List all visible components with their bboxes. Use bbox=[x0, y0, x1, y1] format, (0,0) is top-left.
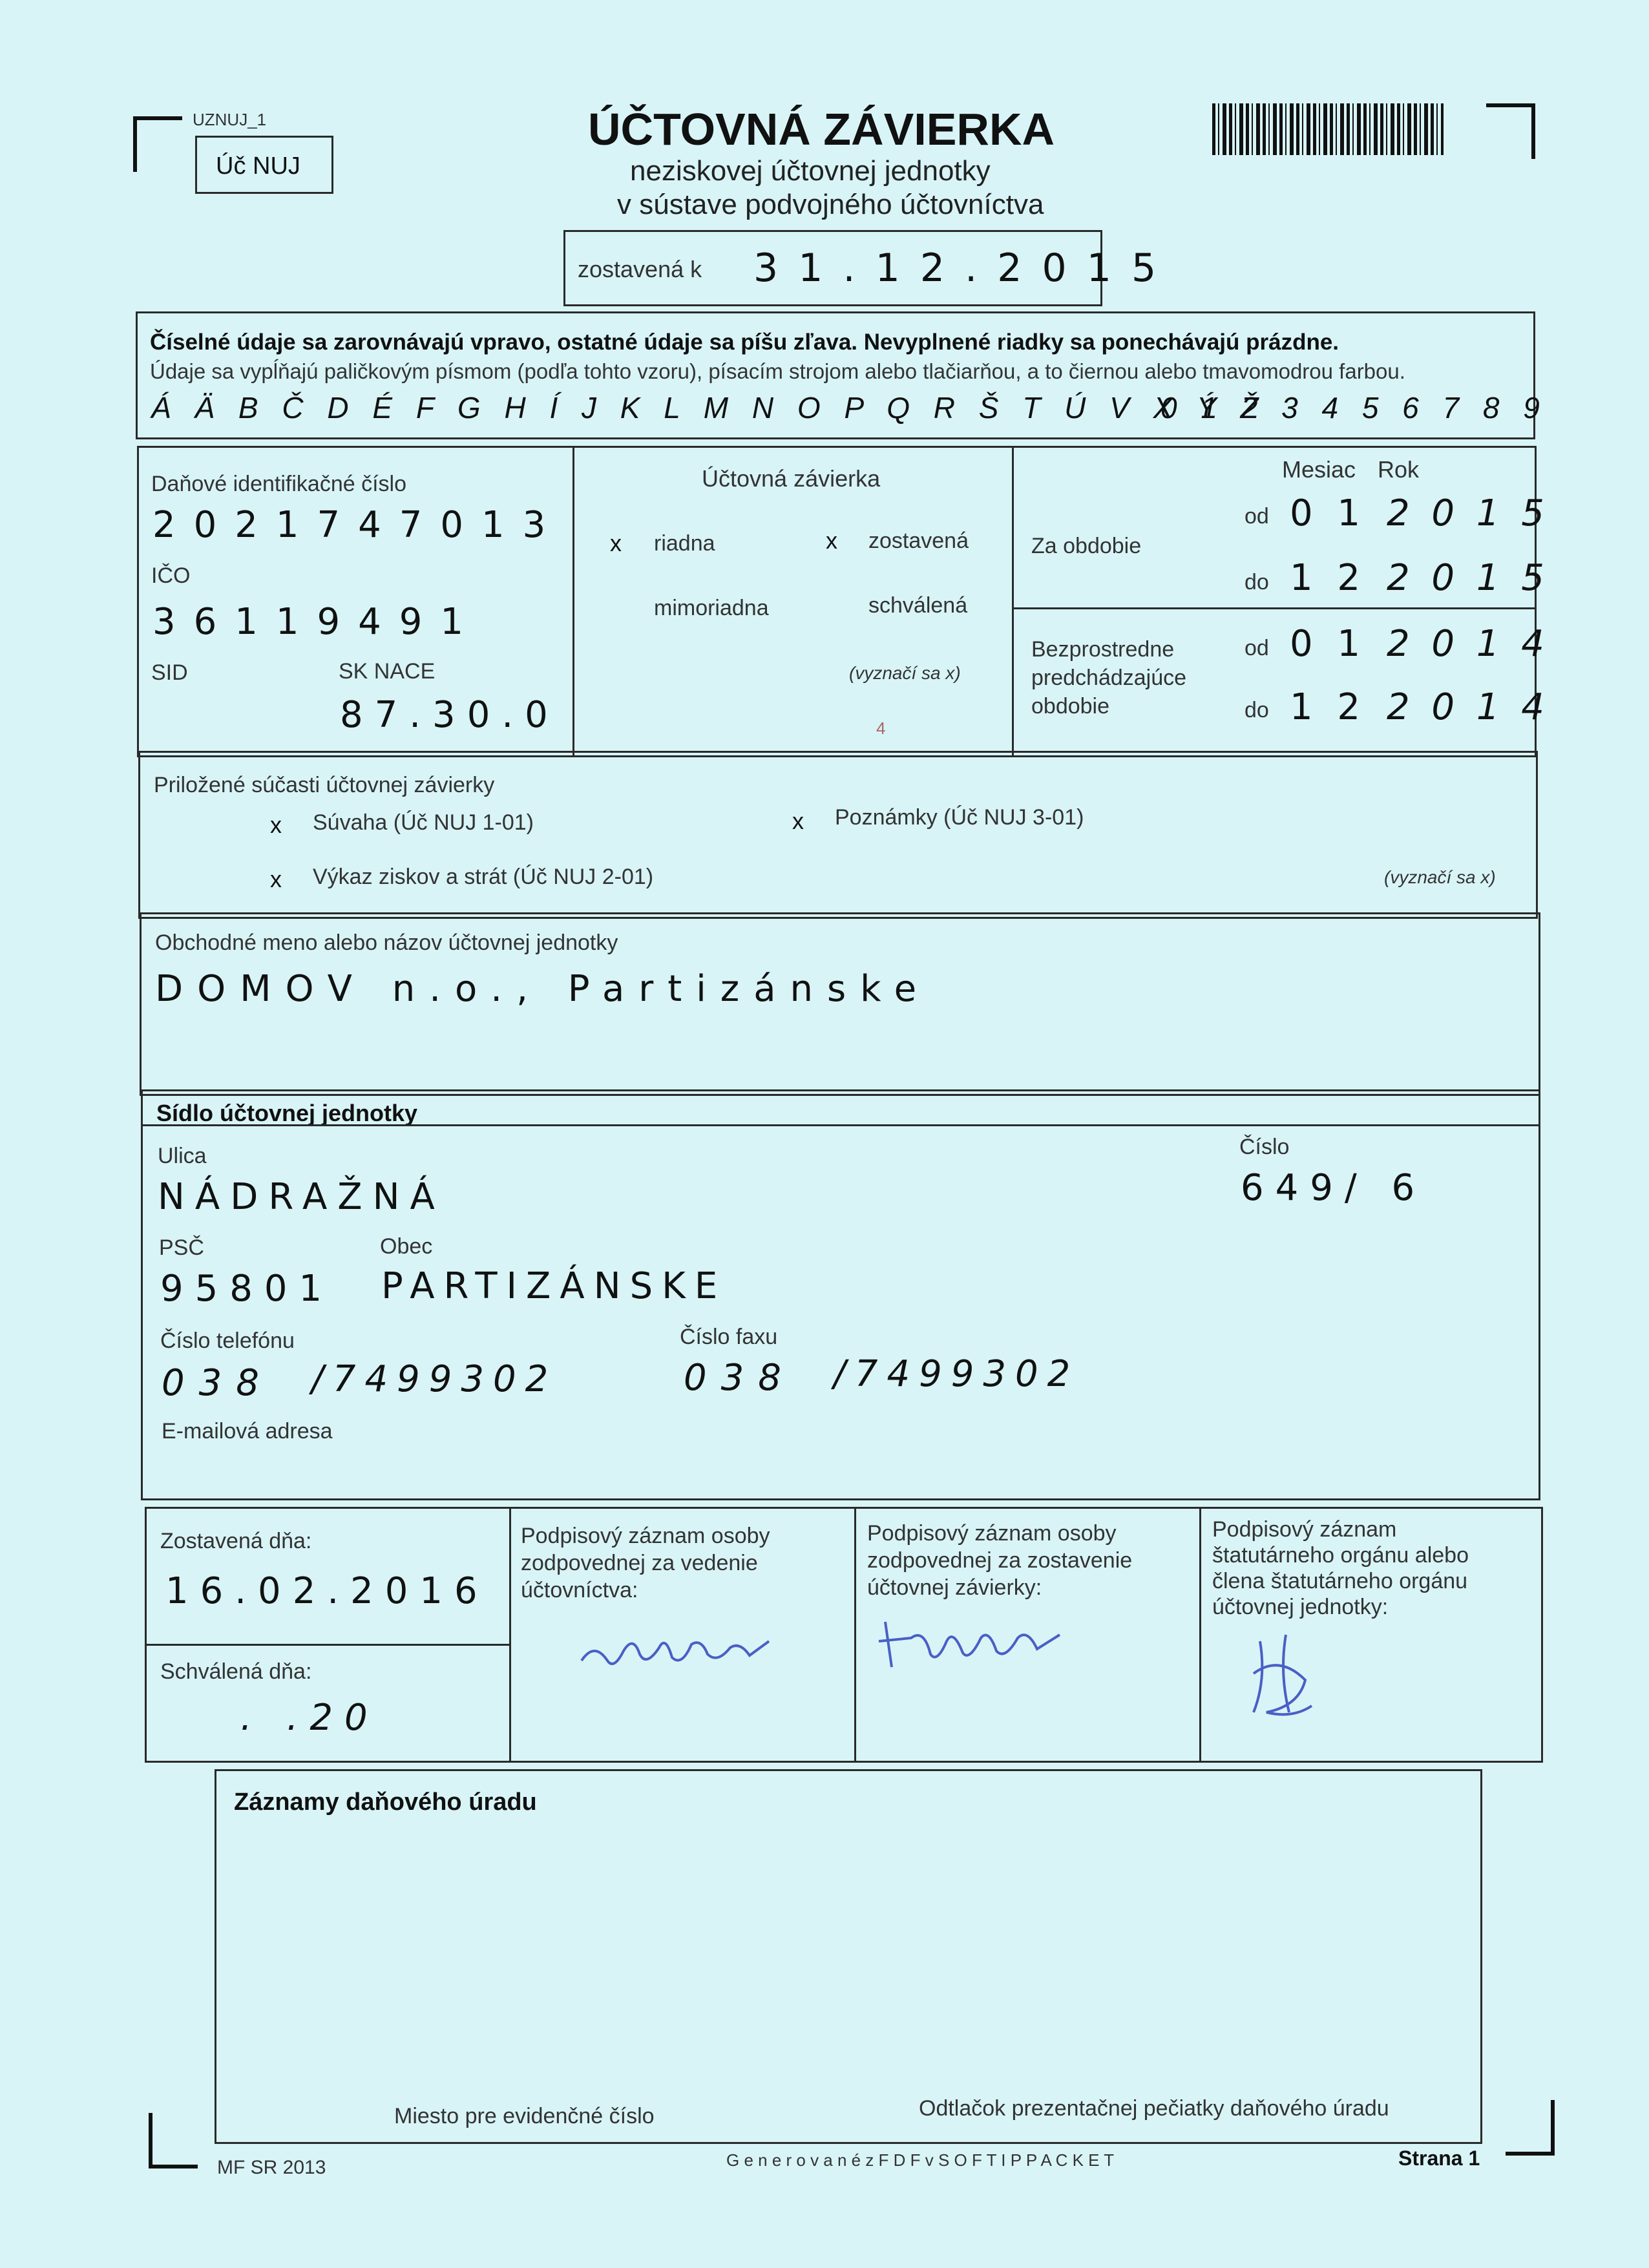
corner-mark-bottom-left bbox=[149, 2113, 198, 2168]
evidence-number-label: Miesto pre evidenčné číslo bbox=[394, 2104, 655, 2128]
compiled-date-label: Zostavená dňa: bbox=[160, 1529, 312, 1553]
compilation-sig-label-1: Podpisový záznam osoby bbox=[867, 1521, 1117, 1546]
entity-name-label: Obchodné meno alebo názov účtovnej jednotky bbox=[155, 930, 618, 955]
sid-label: SID bbox=[151, 660, 188, 685]
form-subtitle-2: v sústave podvojného účtovníctva bbox=[617, 189, 1044, 220]
vykaz-label: Výkaz ziskov a strát (Úč NUJ 2-01) bbox=[313, 865, 654, 889]
phone-number: /7499302 bbox=[311, 1358, 558, 1400]
psc-label: PSČ bbox=[159, 1235, 204, 1260]
statement-type-hint: (vyznačí sa x) bbox=[849, 663, 961, 683]
street-label: Ulica bbox=[158, 1144, 207, 1168]
corner-mark-top-right bbox=[1486, 103, 1535, 159]
email-label: E-mailová adresa bbox=[162, 1419, 333, 1444]
prev-from-od: od bbox=[1245, 636, 1269, 660]
suvaha-label: Súvaha (Úč NUJ 1-01) bbox=[313, 810, 534, 835]
statutory-sig-label-1: Podpisový záznam bbox=[1212, 1517, 1397, 1542]
stamp-label: Odtlačok prezentačnej pečiatky daňového úradu bbox=[919, 2096, 1389, 2121]
statutory-signature bbox=[1241, 1628, 1331, 1725]
footer-form-version: MF SR 2013 bbox=[217, 2157, 326, 2178]
instructions-letter-sample: Á Ä B Č D É F G H Í J K L M N O P Q R Š T Ú V X Ý Ž bbox=[151, 391, 1266, 425]
statutory-sig-label-4: účtovnej jednotky: bbox=[1212, 1595, 1389, 1619]
riadna-label: riadna bbox=[654, 531, 715, 556]
statutory-sig-label-3: člena štatutárneho orgánu bbox=[1212, 1569, 1468, 1593]
statutory-sig-label-2: štatutárneho orgánu alebo bbox=[1212, 1543, 1469, 1568]
town-value: PARTIZÁNSKE bbox=[381, 1265, 727, 1307]
compilation-sig-label-2: zodpovednej za zostavenie bbox=[867, 1548, 1133, 1573]
approved-date-label: Schválená dňa: bbox=[160, 1659, 312, 1684]
cur-from-year: 2 0 1 5 bbox=[1387, 492, 1549, 534]
footer-generator: G e n e r o v a n é z F D F v S O F T I P P A C K E T bbox=[726, 2150, 1115, 2170]
stray-mark: 4 bbox=[876, 719, 886, 738]
divider-dates bbox=[145, 1644, 509, 1646]
cur-from-od: od bbox=[1245, 504, 1269, 529]
cur-to-year: 2 0 1 5 bbox=[1387, 557, 1549, 599]
current-period-label: Za obdobie bbox=[1031, 534, 1142, 558]
prev-from-month: 0 1 bbox=[1290, 623, 1367, 665]
cur-to-do: do bbox=[1245, 570, 1269, 594]
zostavena-mark: x bbox=[826, 527, 837, 554]
suvaha-mark: x bbox=[270, 812, 282, 838]
prev-to-do: do bbox=[1245, 698, 1269, 722]
divider-sig-3 bbox=[1199, 1507, 1201, 1763]
fax-prefix: 038 bbox=[684, 1357, 795, 1399]
attachments-hint: (vyznačí sa x) bbox=[1384, 867, 1496, 887]
fax-number: /7499302 bbox=[834, 1353, 1080, 1395]
corner-mark-top-left bbox=[133, 116, 182, 172]
cur-to-month: 1 2 bbox=[1290, 557, 1367, 599]
divider-period-rows bbox=[1012, 607, 1537, 609]
compilation-sig-label-3: účtovnej závierky: bbox=[867, 1575, 1042, 1600]
barcode bbox=[1212, 103, 1444, 155]
prev-to-year: 2 0 1 4 bbox=[1387, 686, 1549, 728]
tax-office-heading: Záznamy daňového úradu bbox=[234, 1789, 537, 1816]
accounting-sig-label-1: Podpisový záznam osoby bbox=[521, 1524, 770, 1548]
ico-value: 36119491 bbox=[152, 601, 482, 643]
compilation-signature bbox=[872, 1602, 1086, 1680]
fax-label: Číslo faxu bbox=[680, 1325, 778, 1349]
nace-label: SK NACE bbox=[339, 659, 436, 684]
schvalena-label: schválená bbox=[868, 593, 968, 618]
seat-heading-rule bbox=[141, 1124, 1540, 1126]
number-value: 649/ 6 bbox=[1241, 1167, 1427, 1209]
divider-sig-1 bbox=[509, 1507, 511, 1763]
mimoriadna-label: mimoriadna bbox=[654, 596, 769, 620]
footer-page-number: Strana 1 bbox=[1398, 2147, 1480, 2170]
phone-label: Číslo telefónu bbox=[160, 1328, 295, 1353]
previous-period-label-1: Bezprostredne bbox=[1031, 637, 1175, 662]
seat-section bbox=[141, 1089, 1540, 1500]
poznamky-label: Poznámky (Úč NUJ 3-01) bbox=[835, 805, 1084, 830]
previous-period-label-2: predchádzajúce bbox=[1031, 666, 1187, 690]
compiled-to-value: 3 1 . 1 2 . 2 0 1 5 bbox=[753, 246, 1161, 291]
tax-office-section bbox=[215, 1769, 1482, 2144]
corner-mark-bottom-right bbox=[1506, 2100, 1555, 2156]
psc-value: 95801 bbox=[160, 1268, 334, 1310]
riadna-mark: x bbox=[610, 530, 622, 556]
dic-label: Daňové identifikačné číslo bbox=[151, 472, 407, 496]
entity-name-value: DOMOV n.o., Partizánske bbox=[155, 968, 931, 1010]
divider-sig-2 bbox=[854, 1507, 856, 1763]
vykaz-mark: x bbox=[270, 866, 282, 892]
compiled-date-value: 16.02.2016 bbox=[165, 1570, 489, 1612]
year-label: Rok bbox=[1378, 456, 1420, 483]
divider-period bbox=[1012, 446, 1014, 757]
prev-from-year: 2 0 1 4 bbox=[1387, 623, 1549, 665]
seat-heading: Sídlo účtovnej jednotky bbox=[156, 1100, 418, 1126]
number-label: Číslo bbox=[1239, 1135, 1290, 1159]
instructions-line-2: Údaje sa vypĺňajú paličkovým písmom (podľa tohto vzoru), písacím strojom alebo tlačiarňou, a to čiernou alebo tmavomodrou farbou. bbox=[150, 359, 1405, 383]
ico-label: IČO bbox=[151, 563, 191, 588]
street-value: NÁDRAŽNÁ bbox=[158, 1176, 445, 1218]
attachments-heading: Priložené súčasti účtovnej závierky bbox=[154, 773, 495, 797]
compiled-to-label: zostavená k bbox=[578, 256, 702, 282]
poznamky-mark: x bbox=[792, 808, 804, 834]
month-label: Mesiac bbox=[1282, 456, 1356, 483]
prev-to-month: 1 2 bbox=[1290, 686, 1367, 728]
form-code-box-label: Úč NUJ bbox=[216, 152, 300, 180]
accounting-signature bbox=[575, 1615, 788, 1680]
cur-from-month: 0 1 bbox=[1290, 492, 1367, 534]
form-code: UZNUJ_1 bbox=[193, 110, 267, 129]
zostavena-label: zostavená bbox=[868, 529, 969, 553]
town-label: Obec bbox=[380, 1234, 433, 1259]
instructions-digit-sample: 0 1 2 3 4 5 6 7 8 9 bbox=[1161, 391, 1548, 425]
form-title: ÚČTOVNÁ ZÁVIERKA bbox=[588, 104, 1055, 154]
form-subtitle-1: neziskovej účtovnej jednotky bbox=[630, 155, 991, 187]
instructions-line-1: Číselné údaje sa zarovnávajú vpravo, ostatné údaje sa píšu zľava. Nevyplnené riadky sa ponechávajú prázdne. bbox=[150, 330, 1339, 355]
statement-type-heading: Účtovná závierka bbox=[702, 465, 881, 492]
dic-value: 2021747013 bbox=[152, 504, 564, 546]
nace-value: 87.30.0 bbox=[340, 694, 560, 736]
phone-prefix: 038 bbox=[162, 1362, 273, 1404]
previous-period-label-3: obdobie bbox=[1031, 694, 1110, 719]
approved-date-value: . .20 bbox=[240, 1697, 379, 1739]
divider-ids bbox=[572, 446, 574, 757]
accounting-sig-label-3: účtovníctva: bbox=[521, 1578, 638, 1602]
accounting-sig-label-2: zodpovednej za vedenie bbox=[521, 1551, 758, 1575]
